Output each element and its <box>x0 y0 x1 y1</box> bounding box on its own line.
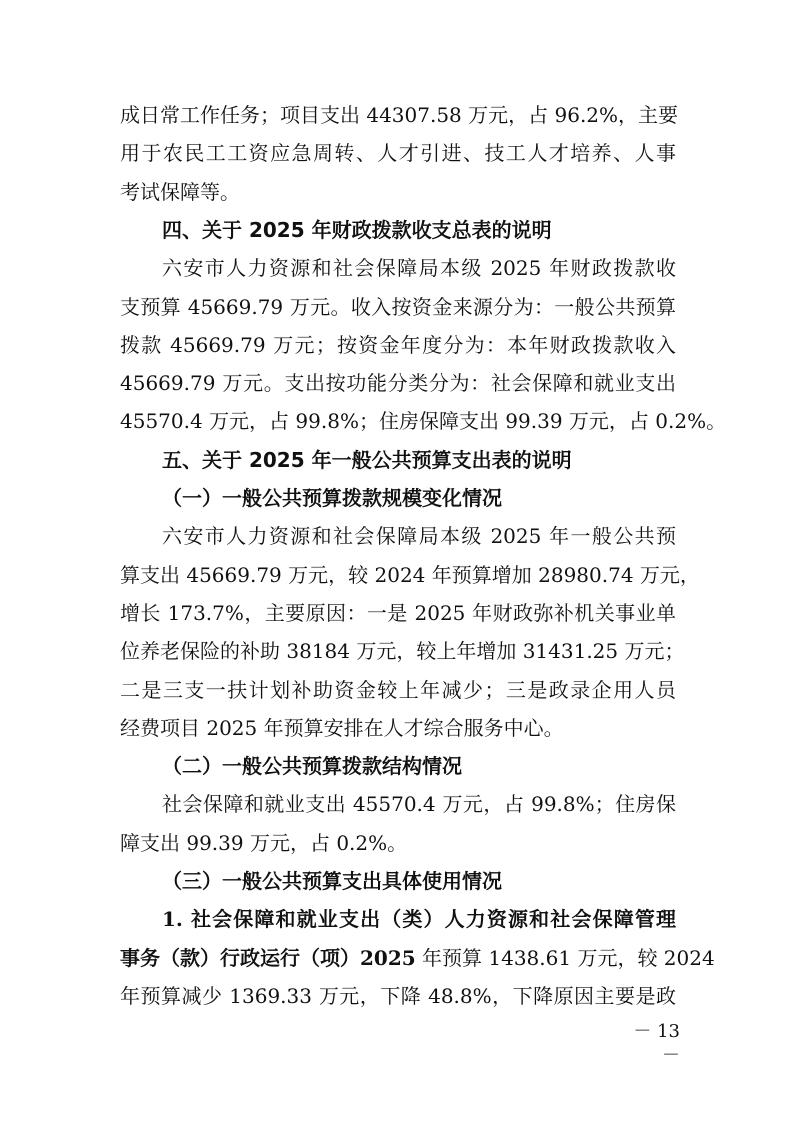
paragraph-line: 支预算 45669.79 万元。收入按资金来源分为：一般公共预算 <box>120 295 676 319</box>
paragraph-line: 社会保障和就业支出 45570.4 万元，占 99.8%；住房保 <box>162 792 676 816</box>
paragraph-line: 45570.4 万元，占 99.8%；住房保障支出 99.39 万元，占 0.2%。 <box>120 409 727 433</box>
paragraph-line: 45669.79 万元。支出按功能分类分为：社会保障和就业支出 <box>120 371 676 395</box>
paragraph-line: 位养老保险的补助 38184 万元，较上年增加 31431.25 万元； <box>120 639 685 663</box>
paragraph-line: 六安市人力资源和社会保障局本级 2025 年一般公共预 <box>162 524 676 548</box>
item-heading-line: 1. 社会保障和就业支出（类）人力资源和社会保障管理 <box>162 907 676 931</box>
section-heading-4: 四、关于 2025 年财政拨款收支总表的说明 <box>162 218 552 242</box>
paragraph-line: 拨款 45669.79 万元；按资金年度分为：本年财政拨款收入 <box>120 333 676 357</box>
paragraph-line: 障支出 99.39 万元，占 0.2%。 <box>120 831 408 855</box>
page-number: － 13 － <box>633 1021 680 1066</box>
paragraph-line: 算支出 45669.79 万元，较 2024 年预算增加 28980.74 万元， <box>120 563 700 587</box>
paragraph-line: 考试保障等。 <box>120 180 240 204</box>
subsection-heading-2: （二）一般公共预算拨款结构情况 <box>162 754 462 778</box>
section-heading-5: 五、关于 2025 年一般公共预算支出表的说明 <box>162 448 572 472</box>
subsection-heading-1: （一）一般公共预算拨款规模变化情况 <box>162 486 502 510</box>
paragraph-line: 成日常工作任务；项目支出 44307.58 万元，占 96.2%，主要 <box>120 103 679 127</box>
paragraph-line: 年预算减少 1369.33 万元，下降 48.8%，下降原因主要是政 <box>120 984 676 1008</box>
item-heading-tail: 事务（款）行政运行（项）2025 <box>120 946 416 970</box>
paragraph-line: 二是三支一扶计划补助资金较上年减少；三是政录企用人员 <box>120 678 676 702</box>
paragraph-line: 六安市人力资源和社会保障局本级 2025 年财政拨款收 <box>162 256 676 280</box>
subsection-heading-3: （三）一般公共预算支出具体使用情况 <box>162 869 502 893</box>
paragraph-text: 年预算 1438.61 万元，较 2024 <box>415 946 715 970</box>
paragraph-line-mixed <box>120 944 715 972</box>
paragraph-line: 增长 173.7%，主要原因：一是 2025 年财政弥补机关事业单 <box>120 601 676 625</box>
paragraph-line: 用于农民工工资应急周转、人才引进、技工人才培养、人事 <box>120 141 676 165</box>
paragraph-line: 经费项目 2025 年预算安排在人才综合服务中心。 <box>120 716 564 740</box>
